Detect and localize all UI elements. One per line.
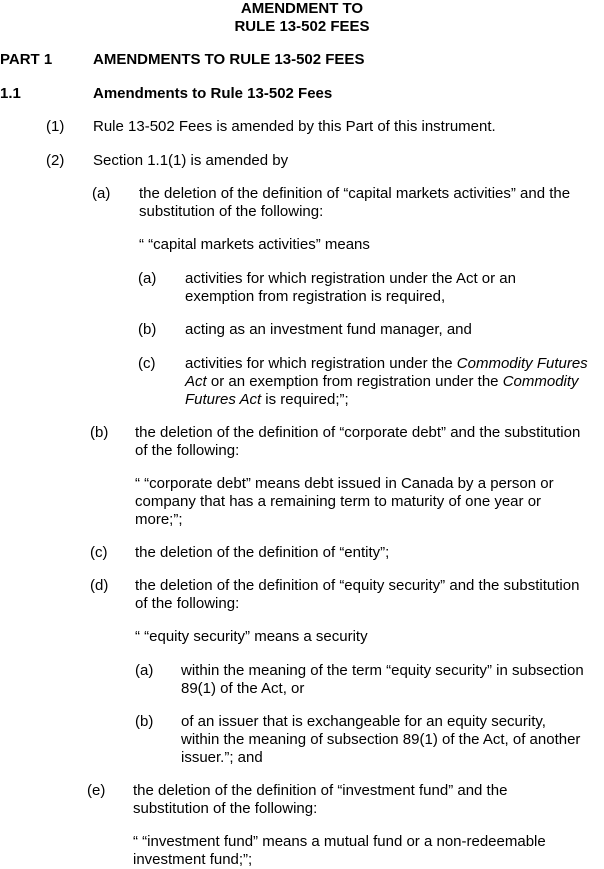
paragraph-c-label: (c) [90, 544, 108, 561]
paragraph-c-line1: the deletion of the definition of “entity”; [135, 544, 390, 561]
document-title-line1: AMENDMENT TO [240, 0, 364, 17]
definition-capital-markets-intro: “ “capital markets activities” means [139, 236, 370, 253]
paragraph-a-line1: the deletion of the definition of “capital markets activities” and the [139, 185, 571, 202]
paragraph-d-label: (d) [90, 577, 109, 594]
clause-c-text: is required;”; [261, 391, 349, 408]
paragraph-a-label: (a) [92, 185, 111, 202]
paragraph-e-line2: substitution of the following: [133, 800, 318, 817]
paragraph-e-label: (e) [87, 782, 106, 799]
definition-equity-security-intro: “ “equity security” means a security [135, 628, 368, 645]
clause-a-label: (a) [138, 270, 157, 287]
commodity-italic: Commodity [502, 373, 579, 390]
equity-clause-b-line1: of an issuer that is exchangeable for an equity security, [181, 713, 546, 730]
paragraph-b-line2: of the following: [135, 442, 240, 459]
definition-investment-fund-line1: “ “investment fund” means a mutual fund or a non-redeemable [133, 833, 546, 850]
equity-clause-b-line2: within the meaning of subsection 89(1) of the Act, of another [181, 731, 581, 748]
clause-c-text: or an exemption from registration under the [206, 373, 503, 390]
clause-b-label: (b) [138, 321, 157, 338]
subsection-label-1: (1) [46, 118, 65, 135]
part-label: PART 1 [0, 51, 53, 68]
paragraph-d-line1: the deletion of the definition of “equity security” and the substitution [135, 577, 580, 594]
clause-a-line1: activities for which registration under the Act or an [185, 270, 516, 287]
clause-c-label: (c) [138, 355, 156, 372]
paragraph-b-label: (b) [90, 424, 109, 441]
act-italic: Act [185, 373, 207, 390]
subsection-text-2: Section 1.1(1) is amended by [93, 152, 289, 169]
definition-corporate-debt-line3: more;”; [135, 511, 183, 528]
paragraph-a-line2: substitution of the following: [139, 203, 324, 220]
equity-clause-b-line3: issuer.”; and [181, 749, 263, 766]
paragraph-b-line1: the deletion of the definition of “corporate debt” and the substitution [135, 424, 581, 441]
part-heading: AMENDMENTS TO RULE 13-502 FEES [93, 51, 365, 68]
definition-corporate-debt-line1: “ “corporate debt” means debt issued in Canada by a person or [135, 475, 554, 492]
subsection-text-1: Rule 13-502 Fees is amended by this Part of this instrument. [93, 118, 496, 135]
definition-investment-fund-line2: investment fund;”; [133, 851, 253, 868]
subsection-label-2: (2) [46, 152, 65, 169]
clause-c-text: activities for which registration under the [185, 355, 457, 372]
equity-clause-a-line2: 89(1) of the Act, or [181, 680, 305, 697]
paragraph-e-line1: the deletion of the definition of “investment fund” and the [133, 782, 508, 799]
equity-clause-b-label: (b) [135, 713, 154, 730]
futures-act-italic: Futures Act [185, 391, 262, 408]
equity-clause-a-label: (a) [135, 662, 154, 679]
definition-corporate-debt-line2: company that has a remaining term to maturity of one year or [135, 493, 542, 510]
section-heading: Amendments to Rule 13-502 Fees [93, 85, 333, 102]
clause-c-line3 [185, 391, 349, 409]
equity-clause-a-line1: within the meaning of the term “equity security” in subsection [181, 662, 584, 679]
clause-c-line1 [185, 355, 588, 373]
clause-c-line2 [185, 373, 579, 391]
document-title-line2: RULE 13-502 FEES [234, 18, 370, 35]
paragraph-d-line2: of the following: [135, 595, 240, 612]
clause-a-line2: exemption from registration is required, [185, 288, 446, 305]
commodity-futures-act-italic: Commodity Futures [456, 355, 588, 372]
clause-b-line1: acting as an investment fund manager, and [185, 321, 472, 338]
section-number: 1.1 [0, 85, 21, 102]
